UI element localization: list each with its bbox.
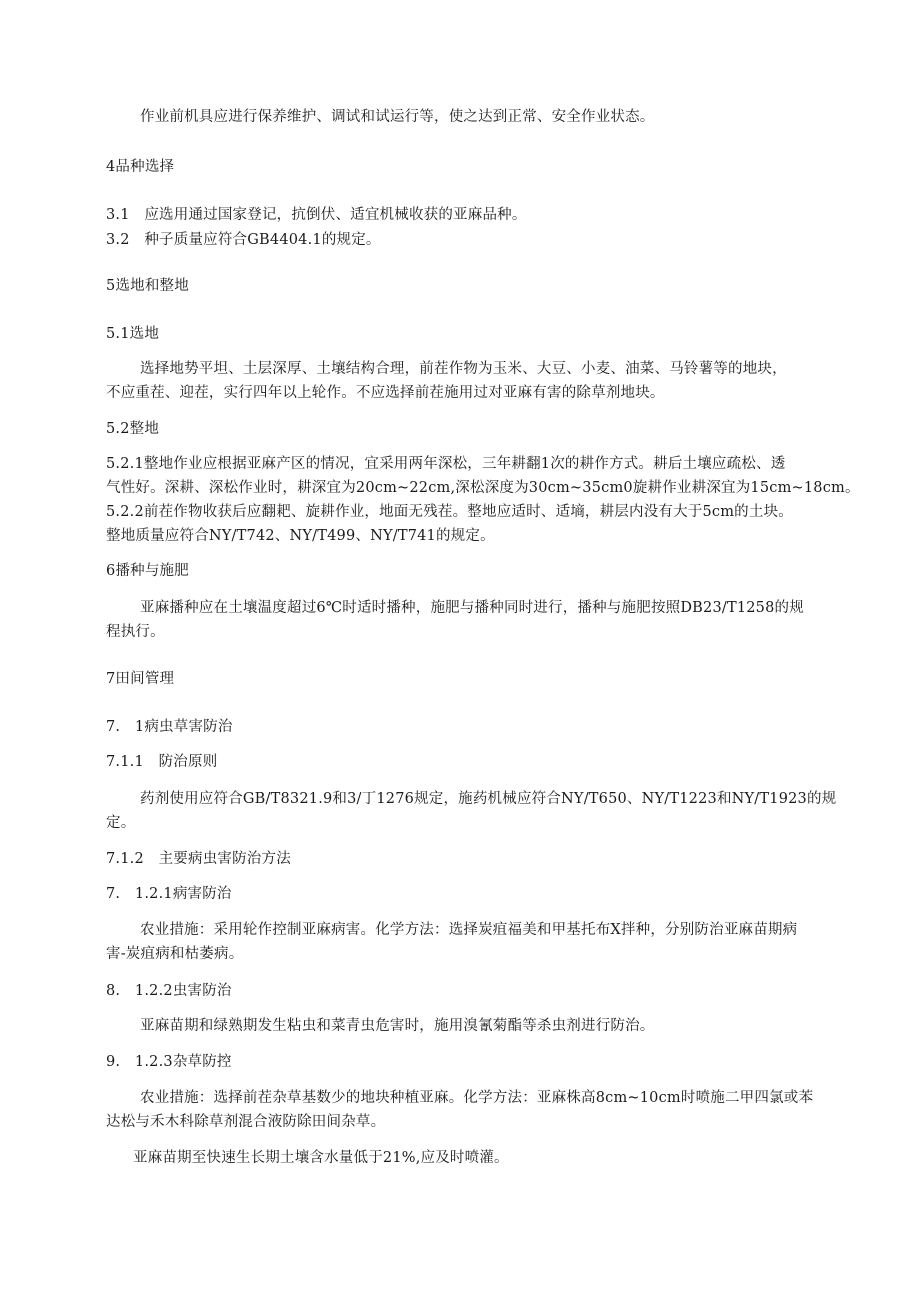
subsection-heading-disease: 7. 1.2.1病害防治 [106, 886, 232, 902]
clause-line: 3.2 种子质量应符合GB4404.1的规定。 [106, 232, 381, 248]
paragraph-line: 定。 [106, 815, 136, 831]
paragraph-line: 农业措施：采用轮作控制亚麻病害。化学方法：选择炭疽福美和甲基托布X拌种，分别防治亚麻苗期病 [140, 922, 798, 938]
paragraph-line: 选择地势平坦、土层深厚、土壤结构合理，前茬作物为玉米、大豆、小麦、油菜、马铃薯等的地块， [140, 361, 787, 377]
subsection-heading-7-1: 7. 1病虫草害防治 [106, 719, 233, 735]
paragraph-line: 5.2.2前茬作物收获后应翻耙、旋耕作业，地面无残茬。整地应适时、适墒，耕层内没有大于5cm的土块。 [106, 504, 793, 520]
paragraph-line: 农业措施：选择前茬杂草基数少的地块种植亚麻。化学方法：亚麻株高8cm~10cm时喷施二甲四氯或苯 [140, 1090, 814, 1106]
paragraph-line: 5.2.1整地作业应根据亚麻产区的情况，宜采用两年深松，三年耕翻1次的耕作方式。耕后土壤应疏松、透 [106, 456, 786, 472]
paragraph-line: 亚麻苗期和绿熟期发生粘虫和菜青虫危害时，施用溴氰菊酯等杀虫剂进行防治。 [140, 1018, 655, 1034]
paragraph-line: 达松与禾木科除草剂混合液防除田间杂草。 [106, 1114, 386, 1130]
paragraph-line: 程执行。 [106, 624, 165, 640]
subsection-heading-weed: 9. 1.2.3杂草防控 [106, 1054, 232, 1070]
paragraph-line: 亚麻播种应在土壤温度超过6℃时适时播种，施肥与播种同时进行，播种与施肥按照DB23/T1258的规 [140, 600, 804, 616]
clause-line: 3.1 应选用通过国家登记，抗倒伏、适宜机械收获的亚麻品种。 [106, 207, 527, 223]
section-heading-4: 4品种选择 [106, 159, 175, 175]
subsection-heading-5-1: 5.1选地 [106, 326, 160, 342]
section-heading-7: 7田间管理 [106, 671, 175, 687]
section-heading-6: 6播种与施肥 [106, 563, 189, 579]
paragraph-line: 害-炭疽病和枯萎病。 [106, 946, 244, 962]
paragraph-line: 整地质量应符合NY/T742、NY/T499、NY/T741的规定。 [106, 528, 495, 544]
paragraph-line: 亚麻苗期至快速生长期土壤含水量低于21%,应及时喷灌。 [133, 1150, 509, 1166]
subsection-heading-7-1-1: 7.1.1 防治原则 [106, 754, 218, 770]
subsection-heading-pest: 8. 1.2.2虫害防治 [106, 983, 232, 999]
paragraph-line: 不应重茬、迎茬，实行四年以上轮作。不应选择前茬施用过对亚麻有害的除草剂地块。 [106, 385, 665, 401]
paragraph-line: 药剂使用应符合GB/T8321.9和3/丁1276规定，施药机械应符合NY/T650、NY/T1223和NY/T1923的规 [140, 791, 837, 807]
paragraph-line: 作业前机具应进行保养维护、调试和试运行等，使之达到正常、安全作业状态。 [140, 109, 655, 125]
subsection-heading-5-2: 5.2整地 [106, 421, 160, 437]
paragraph-line: 气性好。深耕、深松作业时，耕深宜为20cm~22cm,深松深度为30cm~35cm0旋耕作业耕深宜为15cm~18cm。 [106, 480, 860, 496]
section-heading-5: 5选地和整地 [106, 278, 189, 294]
subsection-heading-7-1-2: 7.1.2 主要病虫害防治方法 [106, 851, 291, 867]
